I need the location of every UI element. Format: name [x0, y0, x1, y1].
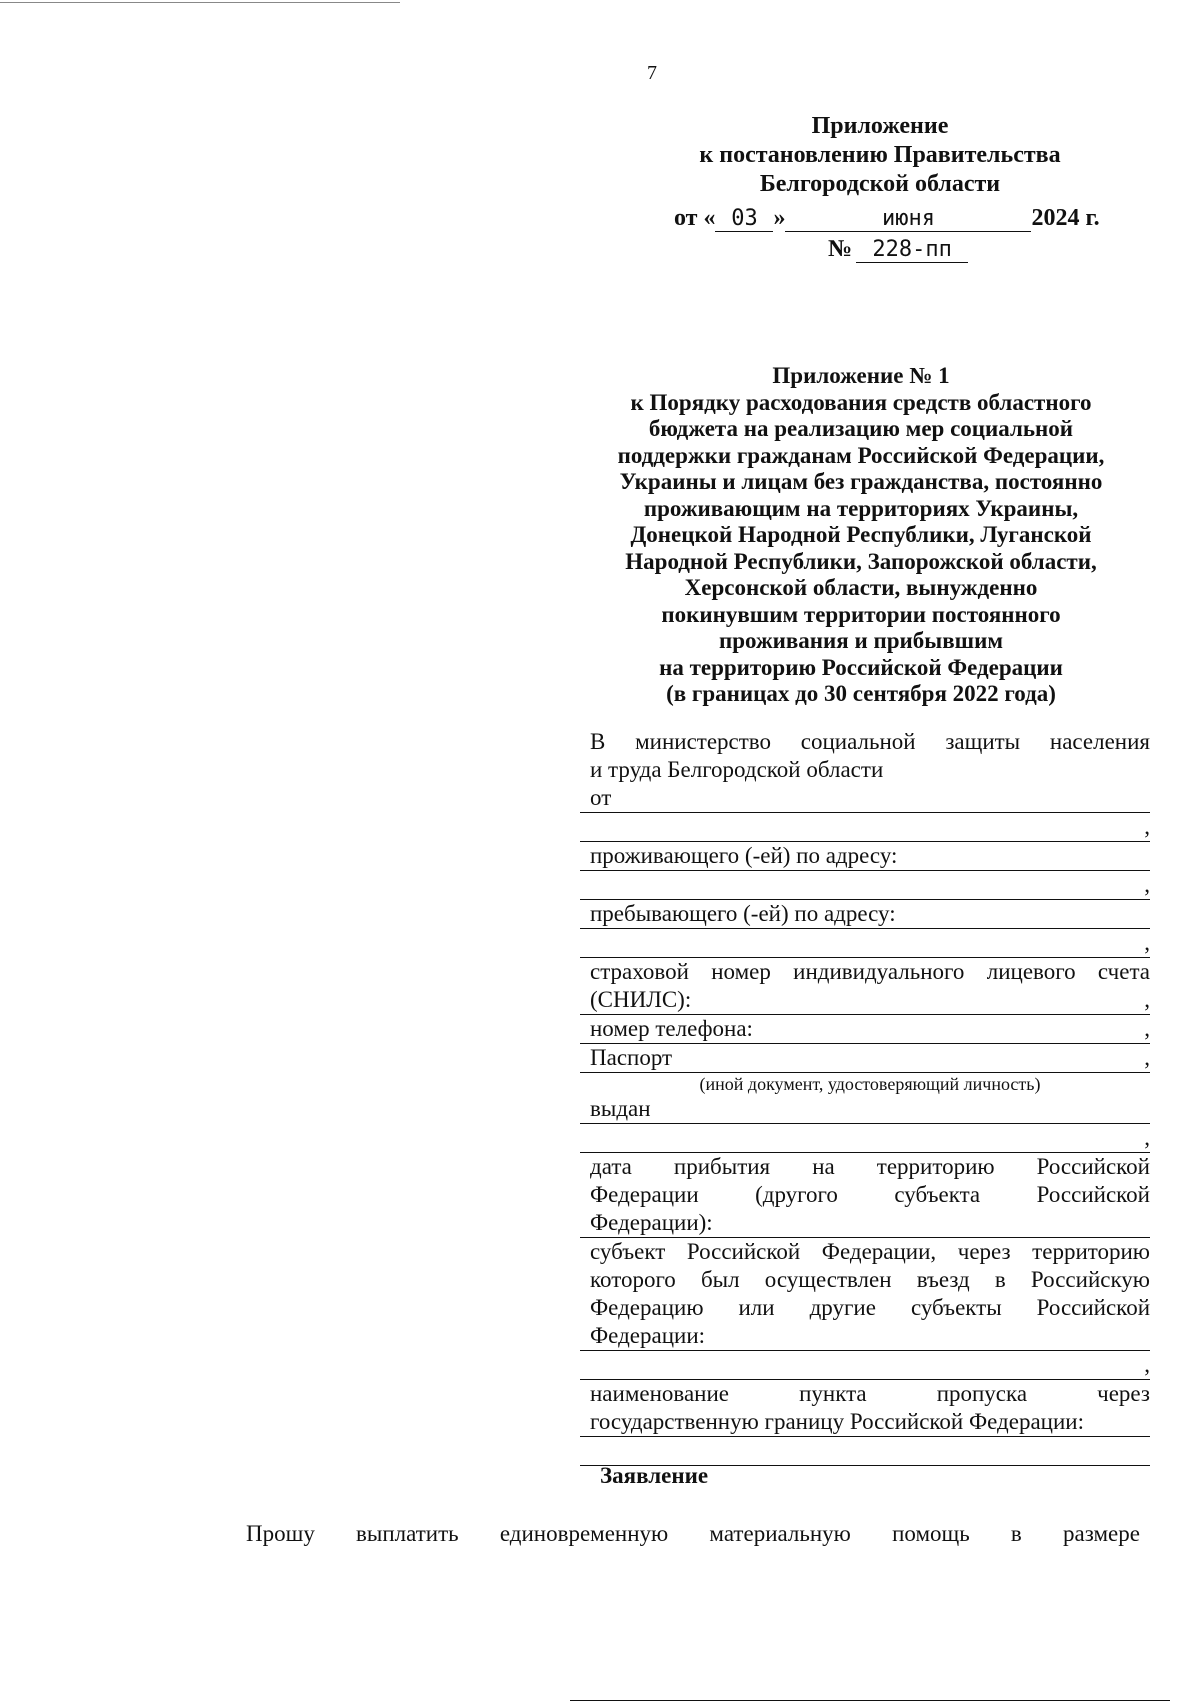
appendix-line: Народной Республики, Запорожской области,: [625, 548, 1097, 574]
checkpoint-label: государственную границу Российской Федерации:: [590, 1409, 1084, 1434]
decree-header: [640, 112, 1120, 199]
decree-number: [828, 236, 968, 263]
from-label: от: [590, 785, 612, 810]
phone-label: номер телефона:: [590, 1016, 753, 1041]
subject-label: Федерации:: [590, 1323, 706, 1348]
issued-label: выдан: [590, 1096, 651, 1121]
comma: ,: [1144, 1352, 1150, 1377]
snils-label-line: страховой номер индивидуального лицевого счета: [590, 959, 1150, 984]
appendix-line: Донецкой Народной Республики, Луганской: [630, 522, 1092, 547]
comma: ,: [1144, 1045, 1150, 1070]
appendix-line: на территорию Российской Федерации: [659, 654, 1063, 680]
header-line: к постановлению Правительства: [699, 142, 1061, 168]
comma: ,: [1144, 1125, 1150, 1150]
passport-label: Паспорт: [590, 1045, 673, 1070]
appendix-line: поддержки гражданам Российской Федерации,: [617, 442, 1105, 468]
subject-label-line: которого был осуществлен въезд в Российскую: [590, 1267, 1150, 1292]
stay-continuation-field[interactable]: [580, 929, 1150, 958]
statement-word: размере: [1062, 1521, 1140, 1546]
appendix-line: проживающим на территориях Украины,: [643, 495, 1079, 521]
statement-title: Заявление: [600, 1463, 709, 1488]
appendix-line: Украины и лицам без гражданства, постоянно: [619, 469, 1103, 494]
date-year: 2024 г.: [1031, 205, 1100, 231]
statement-text: [246, 1521, 1140, 1547]
entry-subject-continuation-field[interactable]: [580, 1351, 1150, 1380]
checkpoint-continuation-field[interactable]: [580, 1437, 1150, 1466]
entry-subject-field[interactable]: [580, 1322, 1150, 1351]
comma: ,: [1144, 987, 1150, 1012]
residence-label: проживающего (-ей) по адресу:: [590, 843, 898, 868]
snils-label: (СНИЛС):: [590, 987, 692, 1012]
page-number: 7: [647, 62, 657, 84]
issued-continuation-field[interactable]: [580, 1124, 1150, 1153]
statement-word: помощь: [892, 1521, 970, 1546]
subject-label-line: субъект Российской Федерации, через территорию: [590, 1239, 1150, 1264]
appendix-line: (в границах до 30 сентября 2022 года): [666, 681, 1056, 706]
arrival-date-field[interactable]: [580, 1209, 1150, 1238]
header-line: Приложение: [811, 113, 949, 139]
addressee-line: и труда Белгородской области: [590, 757, 884, 782]
phone-field[interactable]: [580, 1015, 1150, 1044]
from-continuation-field[interactable]: [580, 813, 1150, 842]
passport-field[interactable]: [580, 1044, 1150, 1073]
appendix-line: к Порядку расходования средств областного: [630, 389, 1092, 415]
arrival-label-line: дата прибытия на территорию Российской: [590, 1154, 1150, 1179]
stay-label: пребывающего (-ей) по адресу:: [590, 901, 896, 926]
statement-word: в: [1010, 1521, 1022, 1546]
arrival-label-line: Федерации (другого субъекта Российской: [590, 1182, 1150, 1207]
comma: ,: [1144, 1016, 1150, 1041]
appendix-line: проживания и прибывшим: [718, 628, 1004, 653]
checkpoint-field[interactable]: [580, 1408, 1150, 1437]
statement-word: Прошу: [246, 1521, 315, 1546]
date-mid: »: [773, 205, 786, 231]
comma: ,: [1144, 872, 1150, 897]
date-day: 03: [715, 206, 773, 232]
amount-field-line[interactable]: [570, 1700, 1170, 1701]
statement-word: материальную: [709, 1521, 851, 1546]
date-month: июня: [785, 206, 1031, 232]
appendix-line: бюджета на реализацию мер социальной: [648, 416, 1074, 441]
appendix-header: [590, 363, 1132, 708]
passport-caption: (иной документ, удостоверяющий личность): [699, 1074, 1041, 1094]
number-value: 228-пп: [856, 237, 968, 263]
statement-word: выплатить: [356, 1521, 459, 1546]
comma: ,: [1144, 930, 1150, 955]
stay-address-field[interactable]: [580, 900, 1150, 929]
addressee-block: [580, 728, 1150, 1466]
issued-field[interactable]: [580, 1095, 1150, 1124]
addressee-line: В министерство социальной защиты населения: [590, 729, 1150, 754]
residence-address-field[interactable]: [580, 842, 1150, 871]
decree-date: [674, 205, 1100, 232]
appendix-line: покинувшим территории постоянного: [661, 601, 1061, 627]
arrival-label: Федерации):: [590, 1210, 713, 1235]
appendix-line: Херсонской области, вынужденно: [684, 575, 1038, 600]
subject-label-line: Федерацию или другие субъекты Российской: [590, 1295, 1150, 1320]
from-field[interactable]: [580, 784, 1150, 813]
top-edge-rule: [0, 2, 400, 3]
comma: ,: [1144, 814, 1150, 839]
checkpoint-label-line: наименование пункта пропуска через: [590, 1381, 1150, 1406]
header-line: Белгородской области: [759, 171, 1001, 197]
number-prefix: №: [828, 236, 853, 262]
statement-word: единовременную: [499, 1521, 669, 1546]
date-prefix: от «: [674, 205, 716, 231]
residence-continuation-field[interactable]: [580, 871, 1150, 900]
snils-field[interactable]: [580, 986, 1150, 1015]
appendix-line: Приложение № 1: [772, 363, 950, 388]
